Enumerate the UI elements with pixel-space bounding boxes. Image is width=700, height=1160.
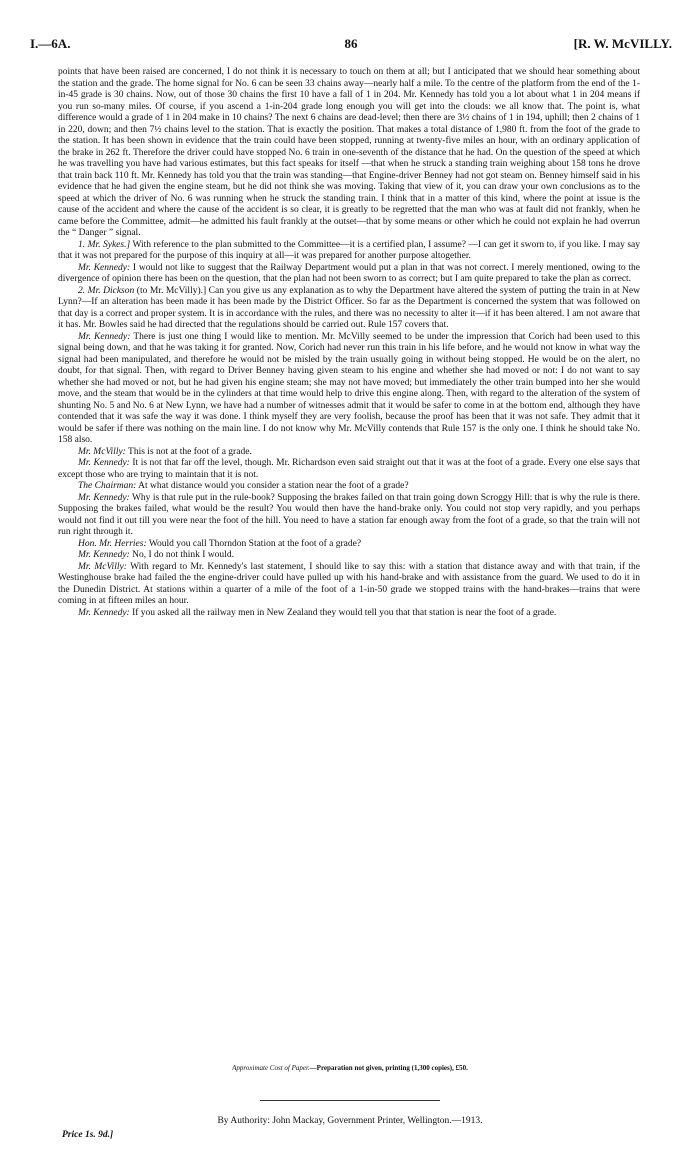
cost-note xyxy=(0,1064,700,1072)
page-number: 86 xyxy=(344,36,358,51)
paragraph: The Chairman: At what distance would you consider a station near the foot of a grade? xyxy=(78,481,409,491)
divider xyxy=(260,1100,440,1101)
paragraph: points that have been raised are concerned, I do not think it is necessary to touch on them at all; but I anticipated that we should hear something about the station and the grade. The home signal for No. 6 can be seen 33 chains away—nearly half a mile. To the centre of the platform from the end of the 1-in-45 grade is 30 chains. Now, out of those 30 chains the first 10 have a fall of 1 in 204. Mr. Kennedy has told you a lot about what 1 in 204 means if you run so-many miles. Of course, if you ascend a 1-in-204 grade long enough you will get into the clouds: we all know that. The point is, what difference would a grade of 1 in 204 make in 10 chains? The next 6 chains are dead-level; then there are 3½ chains of 1 in 194, uphill; then 2 chains of 1 in 220, down; and then 7½ chains level to the station. That is exactly the position. That makes a total distance of 1,980 ft. from the foot of the grade to the station. It has been shown in evidence that the train could have been stopped, running at twenty-five miles an hour, with an ordinary application of the brake in 262 ft. Therefore the driver could have stopped No. 6 train in one-seventh of the distance that he had. On the question of the speed at which he was travelling you have had various estimates, but this fact speaks for itself —that when he struck a standing train weighing about 158 tons he drove that train back 110 ft. Mr. Kennedy has told you that the train was standing—that Engine-driver Benney had not got steam on. Benney himself said in his evidence that he had given the engine steam, but he did not think she was moving. Taking that view of it, you can draw your own conclusions as to the speed at which the driver of No. 6 was running when he struck the standing train. I think that in a matter of this kind, where the point at issue is the cause of the accident and where the cause of the accident is so clear, it is greatly to be regretted that the man who was at fault did not frankly, when he came before the Committee, admit—he admitted his fault frankly at the outset—that by some means or other which he could not explain he had overrun the “ Danger ” signal. xyxy=(58,67,640,238)
paragraph: Mr. McVilly: This is not at the foot of a grade. xyxy=(78,446,252,457)
paragraph: Mr. Kennedy: No, I do not think I would. xyxy=(78,550,234,560)
paragraph: 1. Mr. Sykes.] With reference to the plan submitted to the Committee—it is a certified plan, I assume? —I can get it sworn to, if you like. I may say that it was not prepared for the purpose of this inquiry at all—it was prepared for another purpose altogether. xyxy=(58,239,640,261)
printer-authority: By Authority: John Mackay, Government Printer, Wellington.—1913. xyxy=(217,1116,483,1126)
cost-label: Approximate Cost of Paper. xyxy=(232,1064,310,1072)
paragraph: Mr. Kennedy: If you asked all the railway men in New Zealand they would tell you that that station is near the foot of a grade. xyxy=(78,607,557,618)
witness-name: [R. W. McVILLY. xyxy=(573,36,672,51)
paragraph: Mr. McVilly: With regard to Mr. Kennedy's last statement, I should like to say this: with a station that distance away and with that train, if the Westinghouse brake had failed the the engine-driver could have pulled up with his hand-brake and with assistance from the guard. We used to do it in the Dunedin District. At stations within a quarter of a mile of the foot of a 1-in-50 grade we stopped trains with the hand-brakes—trains that were coming in at fifteen miles an hour. xyxy=(58,561,640,606)
paragraph: Mr. Kennedy: Why is that rule put in the rule-book? Supposing the brakes failed on that train going down Scroggy Hill: that is why the rule is there. Supposing the brakes failed, what would be the result? You would then have the hand-brake only. You could not stop very rapidly, and you perhaps would not find it out till you were near the foot of the hill. You need to have a station far enough away from the foot of a grade, so that the train will not run right through it. xyxy=(58,492,640,537)
paragraph: Mr. Kennedy: I would not like to suggest that the Railway Department would put a plan in that was not correct. I merely mentioned, owing to the divergence of opinion there has been on the question, that the plan had not been sworn to as correct; but I am quite prepared to take the plan as correct. xyxy=(58,262,640,284)
page-body xyxy=(58,67,640,619)
paragraph: 2. Mr. Dickson (to Mr. McVilly).] Can you give us any explanation as to why the Department have altered the system of putting the train in at New Lynn?—If an alteration has been made it has been made by the District Officer. So far as the Department is concerned the system that was followed on that day is a correct and proper system. It is in accordance with the rules, and there was no necessity to alter it—if it has been altered. I am not aware that it has. Mr. Bowles said he had directed that the regulations should be carried out. Rule 157 covers that. xyxy=(58,285,640,330)
paragraph: Hon. Mr. Herries: Would you call Thorndon Station at the foot of a grade? xyxy=(78,538,362,549)
paper-reference: I.—6A. xyxy=(30,36,71,51)
paragraph: Mr. Kennedy: It is not that far off the level, though. Mr. Richardson even said straight out that it was at the foot of a grade. Every one else says that except those who are trying to maintain that it is not. xyxy=(58,458,640,480)
page-header xyxy=(30,36,672,54)
price-note: Price 1s. 9d.] xyxy=(62,1130,114,1140)
paragraph: Mr. Kennedy: There is just one thing I would like to mention. Mr. McVilly seemed to be under the impression that Corich had been used to this signal being down, and that he was taking it for granted. Now, Corich had never run this train in his life before, and he would not know in what way the signal had been manipulated, and therefore he would not be misled by the train usually going in without being stopped. He would be on the alert, no doubt, for that signal. Then, with regard to Driver Benney having given steam to his engine and whether she had moved or not: I do not want to say whether she had moved or not, but he had given his engine steam; she may not have moved; but immediately the other train bumped into her she would move, and the steam that would be in the cylinders at that time would help to drive this engine along. Then, with regard to the alteration of the system of shunting No. 5 and No. 6 at New Lynn, we have had a number of witnesses admit that it would be safer to come in at the bottom end, although they have contended that it was safe the way it was done. I think myself they are very foolish, because the proof has been that it was not safe. They admit that it would be safer if there was nothing on the main line. I do not know why Mr. McVilly contends that Rule 157 is the only one. I think he should take No. 158 also. xyxy=(58,331,640,445)
cost-detail: —Preparation not given, printing (1,300 copies), £50. xyxy=(309,1064,468,1072)
